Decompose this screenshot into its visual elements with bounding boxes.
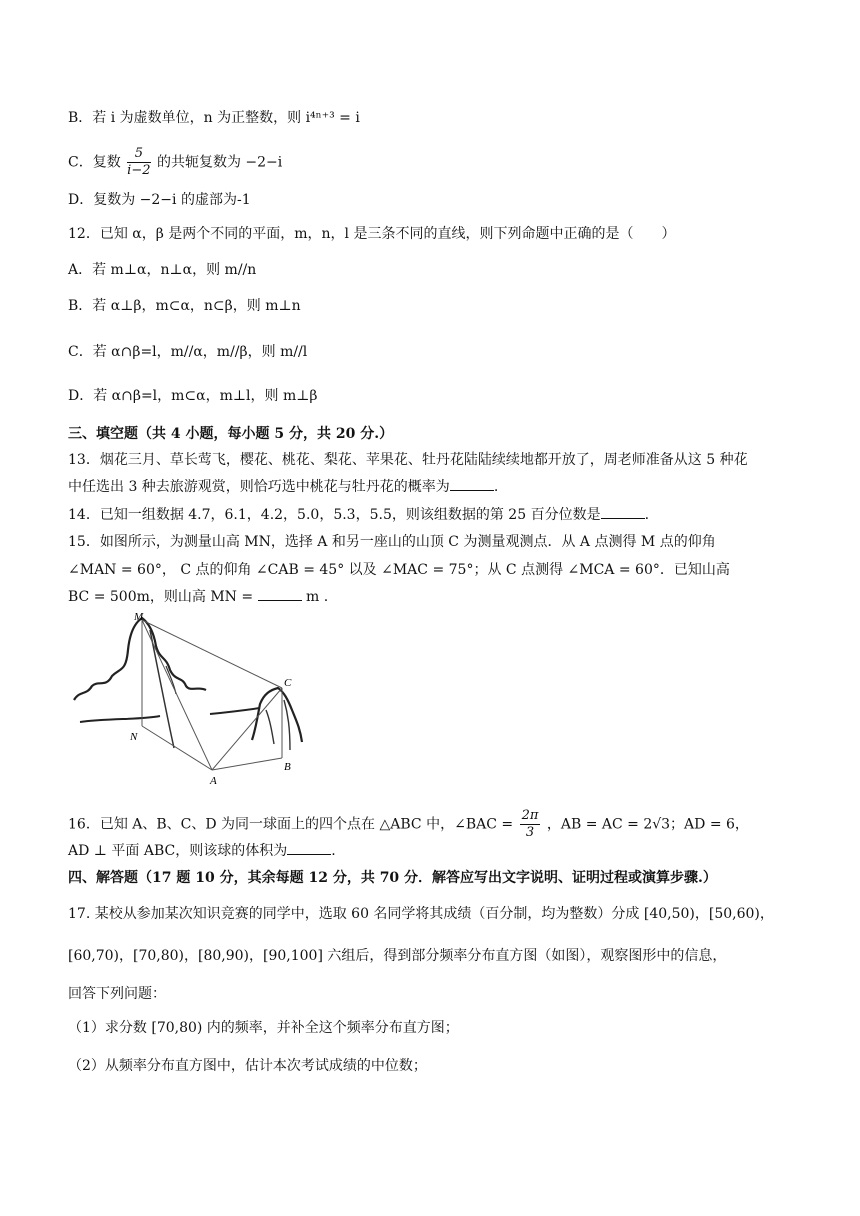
q13-line-2-text: 中任选出 3 种去旅游观赏，则恰巧选中桃花与牡丹花的概率为 xyxy=(68,479,450,495)
mountain-figure xyxy=(70,610,330,790)
q12-option-c: C．若 α∩β=l，m//α，m//β，则 m//l xyxy=(68,344,308,360)
q11-fraction xyxy=(127,146,150,179)
q12-stem: 12．已知 α，β 是两个不同的平面，m，n，l 是三条不同的直线，则下列命题中正确的是（ ） xyxy=(68,226,676,242)
q15-unit: m . xyxy=(306,589,329,605)
q13-line-2-end: . xyxy=(493,479,499,495)
q13-line-2 xyxy=(68,476,498,497)
figure-label-c: C xyxy=(284,677,292,689)
q14-text xyxy=(68,504,649,525)
q14-answer-blank xyxy=(601,504,645,519)
q11-option-c-suffix: 的共轭复数为 −2−i xyxy=(156,154,283,171)
q12-option-b: B．若 α⊥β，m⊂α，n⊂β，则 m⊥n xyxy=(68,298,301,314)
q14-stem: 14．已知一组数据 4.7，6.1，4.2，5.0，5.3，5.5，则该组数据的第 25 百分位数是 xyxy=(68,507,601,523)
figure-label-a: A xyxy=(210,775,217,787)
figure-label-n: N xyxy=(130,731,138,743)
q14-end: . xyxy=(644,507,650,523)
q16-answer-blank xyxy=(287,840,331,855)
q15-line-3 xyxy=(68,586,328,607)
figure-label-b: B xyxy=(284,761,291,773)
q16-fraction-denominator: 3 xyxy=(525,825,535,840)
q17-part-2: （2）从频率分布直方图中，估计本次考试成绩的中位数； xyxy=(68,1058,427,1074)
q11-fraction-denominator: i−2 xyxy=(127,163,151,178)
q16-line-2-text: AD ⊥ 平面 ABC，则该球的体积为 xyxy=(68,843,288,859)
q17-line-3: 回答下列问题： xyxy=(68,986,166,1002)
q13-answer-blank xyxy=(450,476,494,491)
q13-line-1: 13．烟花三月、草长莺飞，樱花、桃花、梨花、苹果花、牡丹花陆陆续续地都开放了，周老师准备从这 5 种花 xyxy=(68,452,748,468)
q17-line-2: [60,70)，[70,80)，[80,90)，[90,100] 六组后，得到部分频率分布直方图（如图），观察图形中的信息， xyxy=(68,948,727,964)
q11-fraction-numerator: 5 xyxy=(127,146,150,163)
q16-fraction-numerator: 2π xyxy=(521,808,539,823)
section-4-heading: 四、解答题（17 题 10 分，其余每题 12 分，共 70 分．解答应写出文字说明、证明过程或演算步骤.） xyxy=(68,870,717,886)
q12-option-d: D．若 α∩β=l，m⊂α，m⊥l，则 m⊥β xyxy=(68,388,318,404)
q11-option-c xyxy=(68,146,282,179)
q15-line-3-text: BC = 500m，则山高 MN = xyxy=(68,589,254,605)
q17-line-1: 17. 某校从参加某次知识竞赛的同学中，选取 60 名同学将其成绩（百分制，均为整数）分成 [40,50)，[50,60)， xyxy=(68,906,774,922)
q11-option-c-prefix: C．复数 xyxy=(68,154,121,171)
q15-answer-blank xyxy=(258,586,302,601)
figure-label-m: M xyxy=(134,611,144,623)
q11-option-d: D．复数为 −2−i 的虚部为-1 xyxy=(68,192,251,208)
q16-line-2-end: . xyxy=(331,843,336,859)
q17-part-1: （1）求分数 [70,80) 内的频率，并补全这个频率分布直方图； xyxy=(68,1020,459,1036)
q15-line-1: 15．如图所示，为测量山高 MN，选择 A 和另一座山的山顶 C 为测量观测点．从 A 点测得 M 点的仰角 xyxy=(68,534,716,550)
section-3-heading: 三、填空题（共 4 小题，每小题 5 分，共 20 分.） xyxy=(68,426,394,442)
q16-line-2 xyxy=(68,840,336,861)
q16-line-1-text: 16．已知 A、B、C、D 为同一球面上的四个点在 △ABC 中，∠BAC = xyxy=(68,816,514,833)
q16-fraction xyxy=(520,808,541,841)
q12-option-a: A．若 m⊥α，n⊥α，则 m//n xyxy=(68,262,257,278)
q16-line-1-end: ，AB = AC = 2√3；AD = 6， xyxy=(546,816,749,833)
q15-line-2: ∠MAN = 60°， C 点的仰角 ∠CAB = 45° 以及 ∠MAC = 75°；从 C 点测得 ∠MCA = 60°．已知山高 xyxy=(68,562,730,578)
q11-option-b: B．若 i 为虚数单位，n 为正整数，则 i⁴ⁿ⁺³ = i xyxy=(68,110,360,126)
q16-line-1 xyxy=(68,808,749,841)
